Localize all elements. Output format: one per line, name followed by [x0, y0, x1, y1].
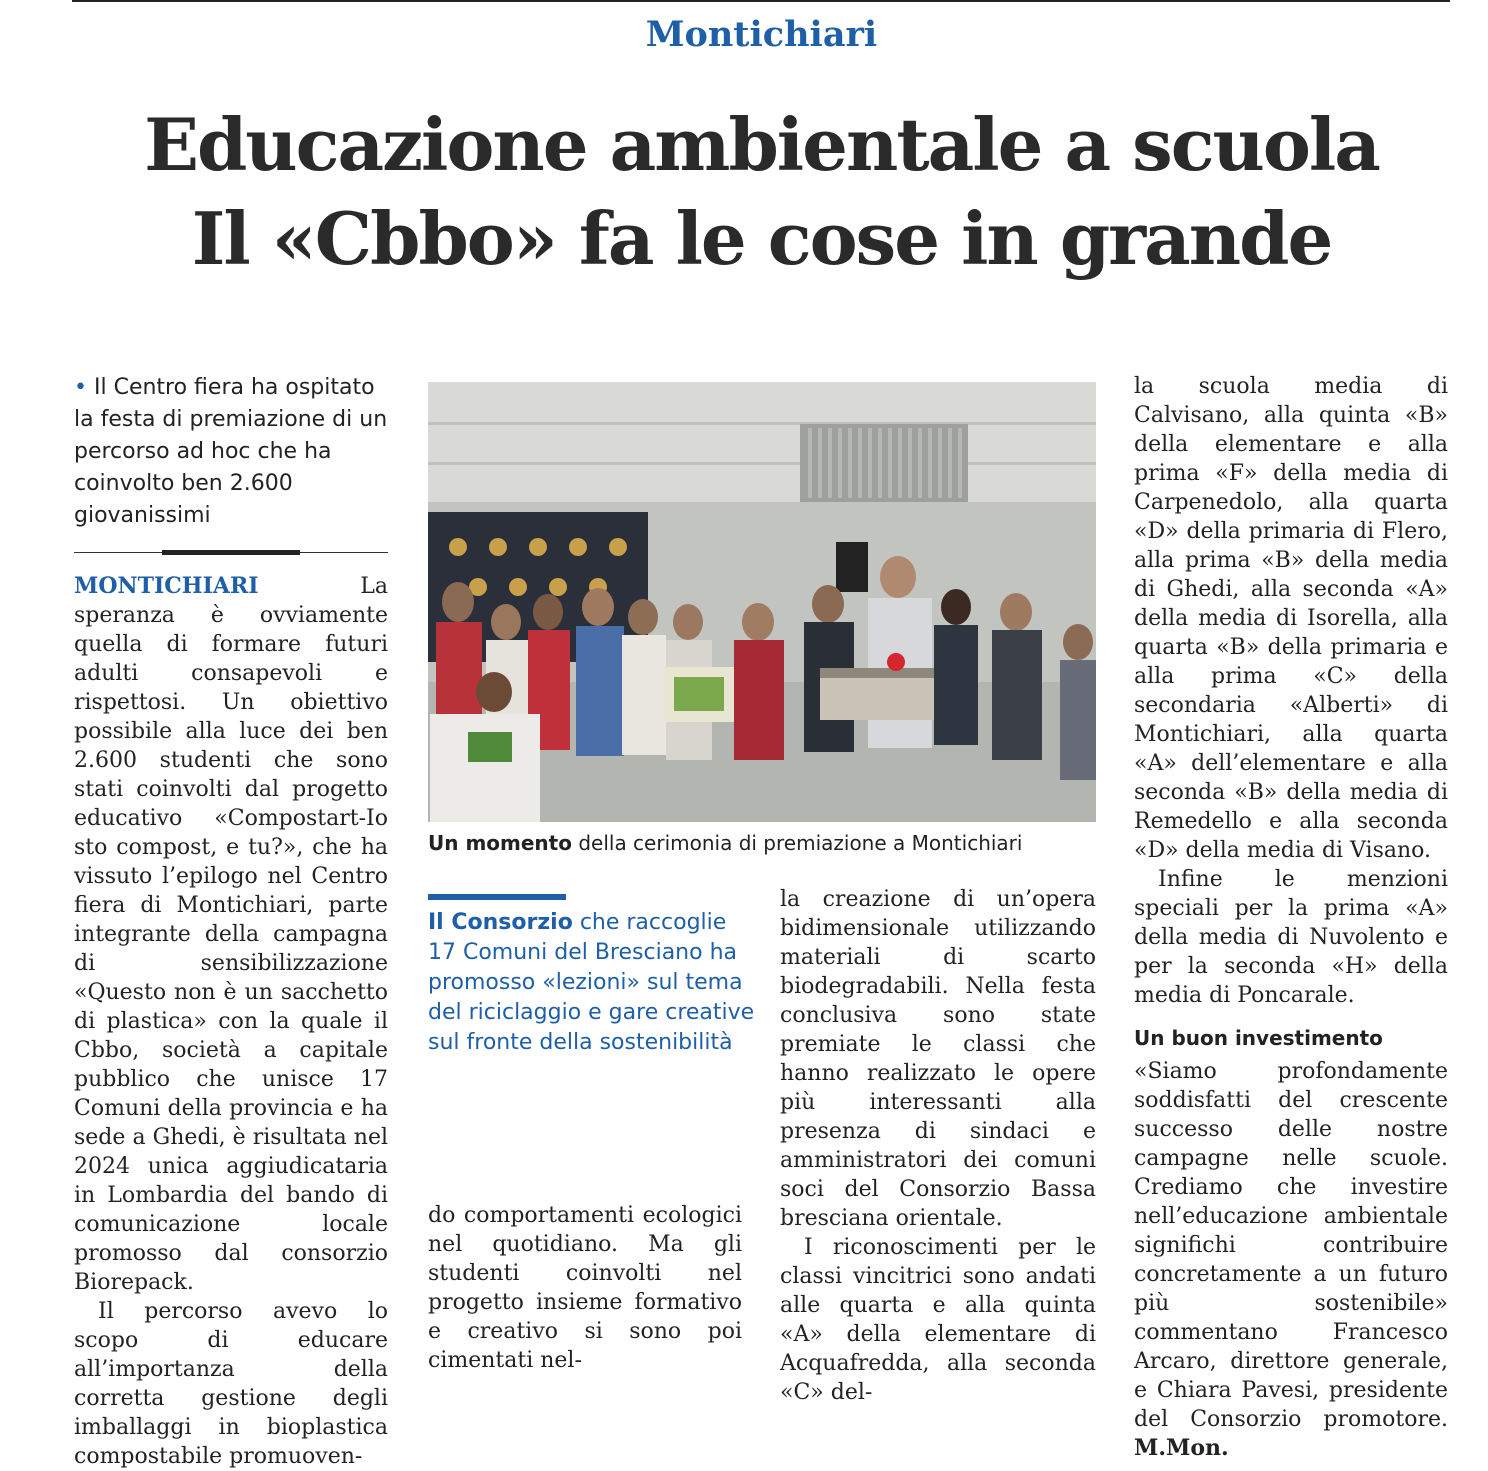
summary-bullet: • [74, 375, 87, 400]
pullquote-text: che raccoglie 17 Comuni del Bresciano ha promosso «lezioni» sul tema del riciclaggio e gare creative sul fronte della sostenibilità [428, 910, 755, 1055]
pullquote [428, 908, 758, 1058]
paragraph [1134, 1057, 1448, 1463]
paragraph: la creazione di un’opera bidimensionale utilizzando materiali di scarto biodegradabili. Nella festa conclusiva sono state premiate le classi che hanno realizzato le opere più interessanti alla presenza di sindaci e amministratori dei comuni soci del Consorzio Bassa bresciana orientale. [780, 887, 1096, 1231]
top-rule [72, 0, 1450, 2]
paragraph-text: La speranza è ovviamente quella di formare futuri adulti consapevoli e rispettosi. Un obiettivo possibile alla luce dei ben 2.600 studenti che sono stati coinvolti dal progetto educativo «Compostart-Io sto compost, e tu?», che ha vissuto l’epilogo nel Centro fiera di Montichiari, parte integrante della campagna di sensibilizzazione «Questo non è un sacchetto di plastica» con la quale il Cbbo, società a capitale pubblico che unisce 17 Comuni della provincia e ha sede a Ghedi, è risultata nel 2024 unica aggiudicataria in Lombardia del bando di comunicazione locale promosso dal consorzio Biorepack. [74, 574, 388, 1295]
dateline: MONTICHIARI [74, 573, 259, 599]
caption-lead: Un momento [428, 831, 572, 855]
summary [74, 372, 394, 532]
headline-line-2: Il «Cbbo» fa le cose in grande [191, 196, 1332, 281]
article-column-2 [428, 1201, 742, 1375]
summary-text: Il Centro fiera ha ospitato la festa di premiazione di un percorso ad hoc che ha coinvolto ben 2.600 giovanissimi [74, 375, 388, 528]
article-column-4 [1134, 372, 1448, 1463]
headline [0, 98, 1488, 286]
paragraph: Il percorso avevo lo scopo di educare all’importanza della corretta gestione degli imballaggi in bioplastica compostabile promuoven- [74, 1299, 388, 1469]
pullquote-rule [428, 894, 566, 900]
article-column-3 [780, 885, 1096, 1407]
article-photo [428, 382, 1096, 822]
section-kicker: Montichiari [645, 14, 878, 55]
paragraph-text: «Siamo profondamente soddisfatti del crescente successo delle nostre campagne nelle scuole. Crediamo che investire nell’educazione ambientale significhi contribuire concretamente a un futuro più sostenibile» commentano Francesco Arcaro, direttore generale, e Chiara Pavesi, presidente del Consorzio promotore. [1134, 1059, 1448, 1432]
paragraph: la scuola media di Calvisano, alla quinta «B» della elementare e alla prima «F» della media di Carpenedolo, alla quarta «D» della primaria di Flero, alla prima «B» della media di Ghedi, alla seconda «A» della media di Isorella, alla quarta «B» della primaria e alla prima «C» della secondaria «Alberti» di Montichiari, alla quarta «A» dell’elementare e alla seconda «B» della media di Remedello e alla seconda «D» della media di Visano. [1134, 374, 1448, 863]
caption-text: della cerimonia di premiazione a Montichiari [571, 831, 1023, 855]
author-signature: M.Mon. [1134, 1435, 1229, 1461]
paragraph: I riconoscimenti per le classi vincitrici sono andati alle quarta e alla quinta «A» della elementare di Acquafredda, alla seconda «C» del- [780, 1235, 1096, 1405]
paragraph: Infine le menzioni speciali per la prima «A» della media di Nuvolento e per la seconda «H» della media di Poncarale. [1134, 867, 1448, 1008]
pullquote-lead: Il Consorzio [428, 910, 573, 935]
photo-caption [428, 830, 1108, 856]
headline-line-1: Educazione ambientale a scuola [144, 102, 1379, 187]
paragraph [74, 572, 388, 1297]
paragraph: do comportamenti ecologici nel quotidiano. Ma gli studenti coinvolti nel progetto insieme formativo e creativo si sono poi cimentati nel- [428, 1203, 742, 1373]
photo-illustration [428, 382, 1096, 822]
article-column-1 [74, 572, 388, 1471]
summary-divider-accent [162, 550, 300, 555]
subheading: Un buon investimento [1134, 1026, 1383, 1050]
